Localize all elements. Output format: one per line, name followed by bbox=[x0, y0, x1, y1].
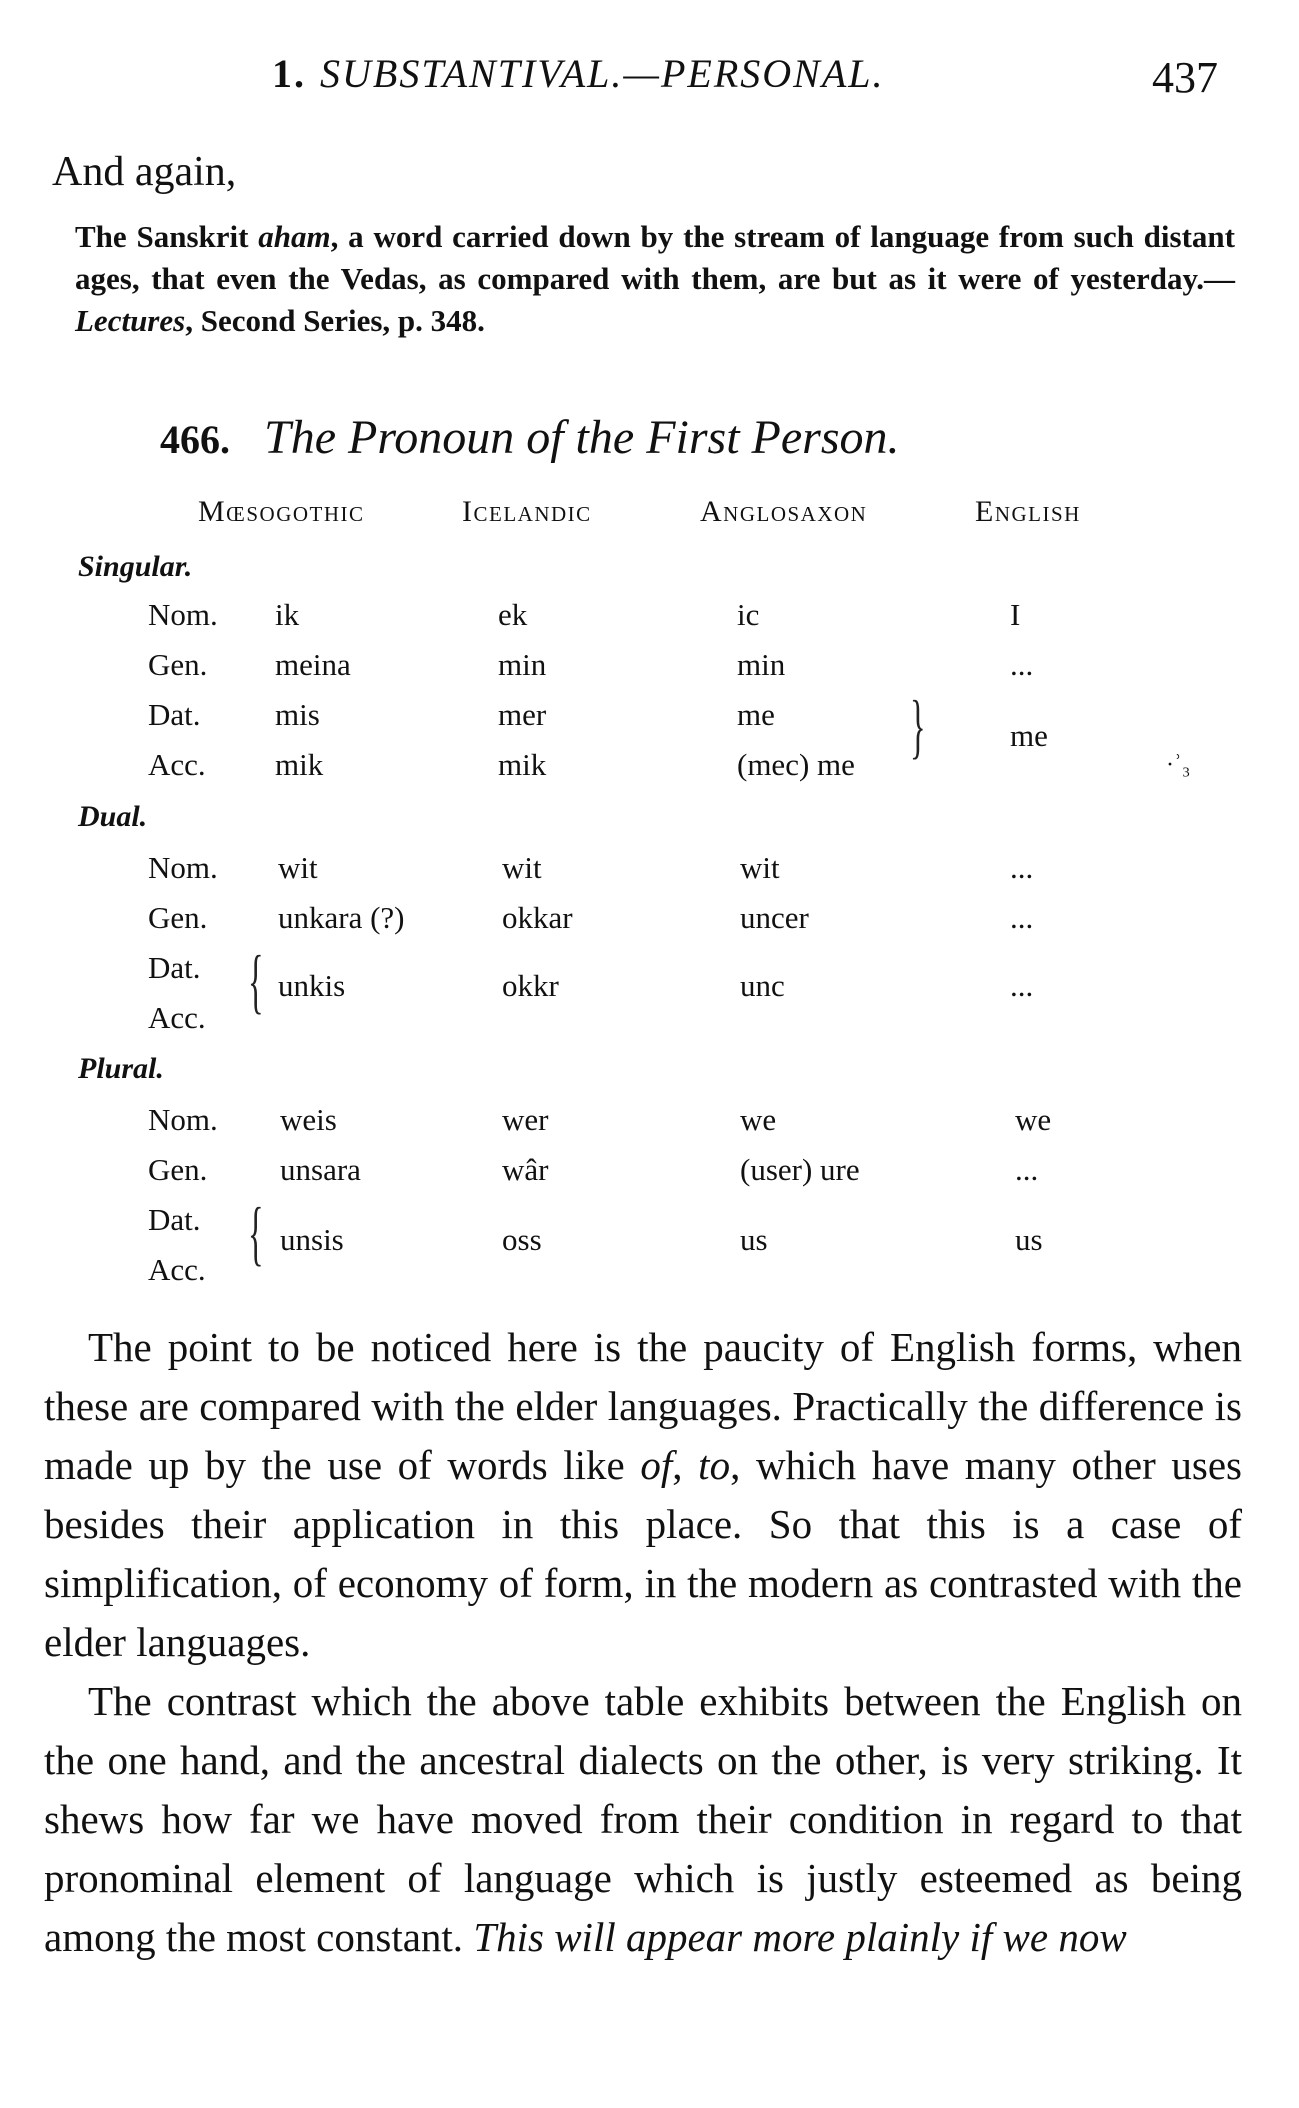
form-cell: me bbox=[737, 697, 775, 732]
quote-pre: The Sanskrit bbox=[75, 219, 259, 254]
form-cell-merged: oss bbox=[502, 1222, 542, 1257]
intro-line: And again, bbox=[52, 149, 237, 195]
quote-mid: , a word carried down by the stream of language from such distant ages, that even the Vedas, as compared with them, are but as it were of yesterday.— bbox=[75, 219, 1235, 296]
form-cell-merged: unsis bbox=[280, 1222, 344, 1257]
p1-part-a: The point to be noticed here is the paucity of English forms, when these are compared with the elder languages. Practically the difference is made up by the use of words like bbox=[44, 1324, 1242, 1488]
form-cell: mer bbox=[498, 697, 547, 732]
col-header-icelandic: Icelandic bbox=[462, 495, 592, 528]
block-quote bbox=[75, 216, 1235, 342]
running-head-number: 1. bbox=[272, 51, 306, 96]
form-cell-merged: okkr bbox=[502, 968, 559, 1003]
quote-term: aham bbox=[258, 219, 331, 254]
form-cell: (mec) me bbox=[737, 747, 855, 782]
group-label-dual: Dual. bbox=[78, 800, 148, 833]
form-cell: wer bbox=[502, 1102, 549, 1137]
form-cell: ik bbox=[275, 597, 300, 632]
running-head-title: SUBSTANTIVAL.—PERSONAL. bbox=[320, 51, 885, 96]
form-cell-merged: unc bbox=[740, 968, 785, 1003]
paragraph bbox=[44, 1672, 1242, 1967]
form-cell: ic bbox=[737, 597, 760, 632]
p1-word-to: to bbox=[698, 1442, 731, 1488]
group-label-plural: Plural. bbox=[78, 1052, 164, 1085]
brace-symbol: { bbox=[248, 941, 264, 1021]
form-cell: unsara bbox=[280, 1152, 361, 1187]
form-cell-merged: us bbox=[740, 1222, 768, 1257]
page-number: 437 bbox=[1152, 53, 1218, 102]
case-label: Nom. bbox=[148, 850, 218, 885]
section-heading bbox=[160, 410, 900, 465]
margin-mark: ·ʾ₃ bbox=[1166, 752, 1191, 778]
case-label: Acc. bbox=[148, 1000, 206, 1035]
running-head bbox=[272, 50, 885, 97]
form-cell: okkar bbox=[502, 900, 573, 935]
form-cell-merged: ... bbox=[1010, 968, 1034, 1003]
form-cell: wit bbox=[278, 850, 318, 885]
brace-symbol: } bbox=[910, 686, 926, 766]
form-cell: ... bbox=[1015, 1152, 1039, 1187]
form-cell-merged: us bbox=[1015, 1222, 1043, 1257]
form-cell: uncer bbox=[740, 900, 809, 935]
brace-symbol: { bbox=[248, 1193, 264, 1273]
form-cell: mis bbox=[275, 697, 320, 732]
form-cell: wit bbox=[502, 850, 542, 885]
form-cell: ... bbox=[1010, 900, 1034, 935]
form-cell: min bbox=[737, 647, 786, 682]
case-label: Acc. bbox=[148, 1252, 206, 1287]
case-label: Gen. bbox=[148, 900, 208, 935]
form-cell: (user) ure bbox=[740, 1152, 860, 1187]
form-cell: weis bbox=[280, 1102, 337, 1137]
form-cell: mik bbox=[275, 747, 324, 782]
case-label: Nom. bbox=[148, 1102, 218, 1137]
form-cell: wâr bbox=[502, 1152, 549, 1187]
col-header-english: English bbox=[975, 495, 1081, 528]
form-cell: unkara (?) bbox=[278, 900, 405, 935]
form-cell: ... bbox=[1010, 850, 1034, 885]
section-title: The Pronoun of the First Person. bbox=[264, 411, 900, 464]
form-cell: min bbox=[498, 647, 547, 682]
form-cell: wit bbox=[740, 850, 780, 885]
p1-word-of: of bbox=[640, 1442, 673, 1488]
case-label: Gen. bbox=[148, 1152, 208, 1187]
form-cell: ek bbox=[498, 597, 528, 632]
form-cell: I bbox=[1010, 597, 1021, 632]
p2-part-a: The contrast which the above table exhibits between the English on the one hand, and the ancestral dialects on the other, is very striking. It shews how far we have moved from their condition in regard to that pronominal element of language which is justly esteemed as being among the most constant. bbox=[44, 1678, 1242, 1960]
case-label: Nom. bbox=[148, 597, 218, 632]
case-label: Dat. bbox=[148, 950, 201, 985]
case-label: Acc. bbox=[148, 747, 206, 782]
quote-source: Lectures bbox=[75, 303, 186, 338]
section-number: 466. bbox=[160, 417, 230, 462]
quote-post: , Second Series, p. 348. bbox=[185, 303, 485, 338]
p2-part-b: This will appear more plainly if we now bbox=[473, 1914, 1127, 1960]
group-label-singular: Singular. bbox=[78, 550, 193, 583]
col-header-anglosaxon: Anglosaxon bbox=[700, 495, 868, 528]
form-cell: meina bbox=[275, 647, 351, 682]
paragraph bbox=[44, 1318, 1242, 1672]
form-cell: we bbox=[1015, 1102, 1052, 1137]
case-label: Dat. bbox=[148, 1202, 201, 1237]
form-cell: we bbox=[740, 1102, 777, 1137]
col-header-moesogothic: Mœsogothic bbox=[198, 495, 365, 528]
p1-comma: , bbox=[672, 1442, 699, 1488]
body-text bbox=[44, 1318, 1242, 1967]
case-label: Dat. bbox=[148, 697, 201, 732]
form-cell-merged: unkis bbox=[278, 968, 346, 1003]
case-label: Gen. bbox=[148, 647, 208, 682]
form-cell-merged: me bbox=[1010, 718, 1048, 753]
form-cell: mik bbox=[498, 747, 547, 782]
form-cell: ... bbox=[1010, 647, 1034, 682]
p1-part-b: , which have many other uses besides their application in this place. So that this is a case of simplification, of economy of form, in the modern as contrasted with the elder languages. bbox=[44, 1442, 1242, 1665]
